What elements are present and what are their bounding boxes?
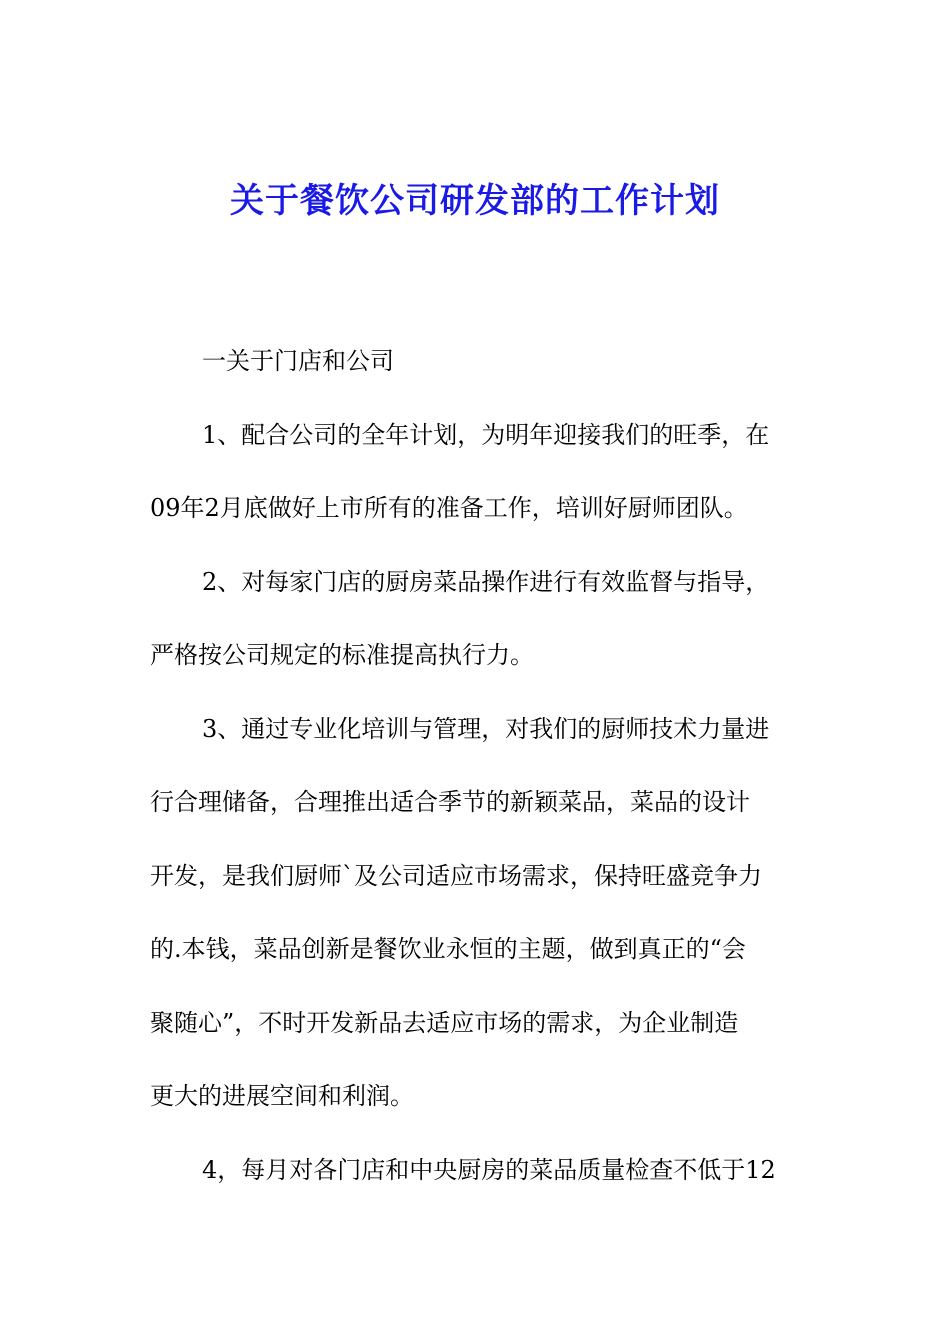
paragraph-line: 1、配合公司的全年计划，为明年迎接我们的旺季，在	[202, 420, 770, 449]
paragraph-4	[150, 1134, 810, 1208]
paragraph-line: 聚随心”，不时开发新品去适应市场的需求，为企业制造	[150, 1008, 739, 1037]
paragraph-line: 09年2月底做好上市所有的准备工作，培训好厨师团队。	[150, 494, 748, 522]
document-title: 关于餐饮公司研发部的工作计划	[230, 181, 720, 221]
paragraph-line: 行合理储备，合理推出适合季节的新颖菜品，菜品的设计	[150, 788, 750, 816]
paragraph-1	[150, 399, 810, 546]
paragraph-line: 2、对每家门店的厨房菜品操作进行有效监督与指导，	[202, 567, 770, 596]
document-body	[150, 325, 810, 1207]
paragraph-2	[150, 546, 810, 693]
paragraph-line: 严格按公司规定的标准提高执行力。	[150, 641, 534, 669]
paragraph-line: 开发，是我们厨师`及公司适应市场需求，保持旺盛竞争力	[150, 861, 762, 890]
paragraph-line: 更大的进展空间和利润。	[150, 1082, 414, 1110]
paragraph-3	[150, 693, 810, 1134]
paragraph-line: 4，每月对各门店和中央厨房的菜品质量检查不低于12	[202, 1155, 776, 1184]
paragraph-line: 3、通过专业化培训与管理，对我们的厨师技术力量进	[202, 714, 770, 743]
section-heading-text: 一关于门店和公司	[202, 347, 394, 375]
paragraph-line: 的.本钱，菜品创新是餐饮业永恒的主题，做到真正的“会	[150, 935, 746, 963]
section-heading	[150, 325, 810, 399]
